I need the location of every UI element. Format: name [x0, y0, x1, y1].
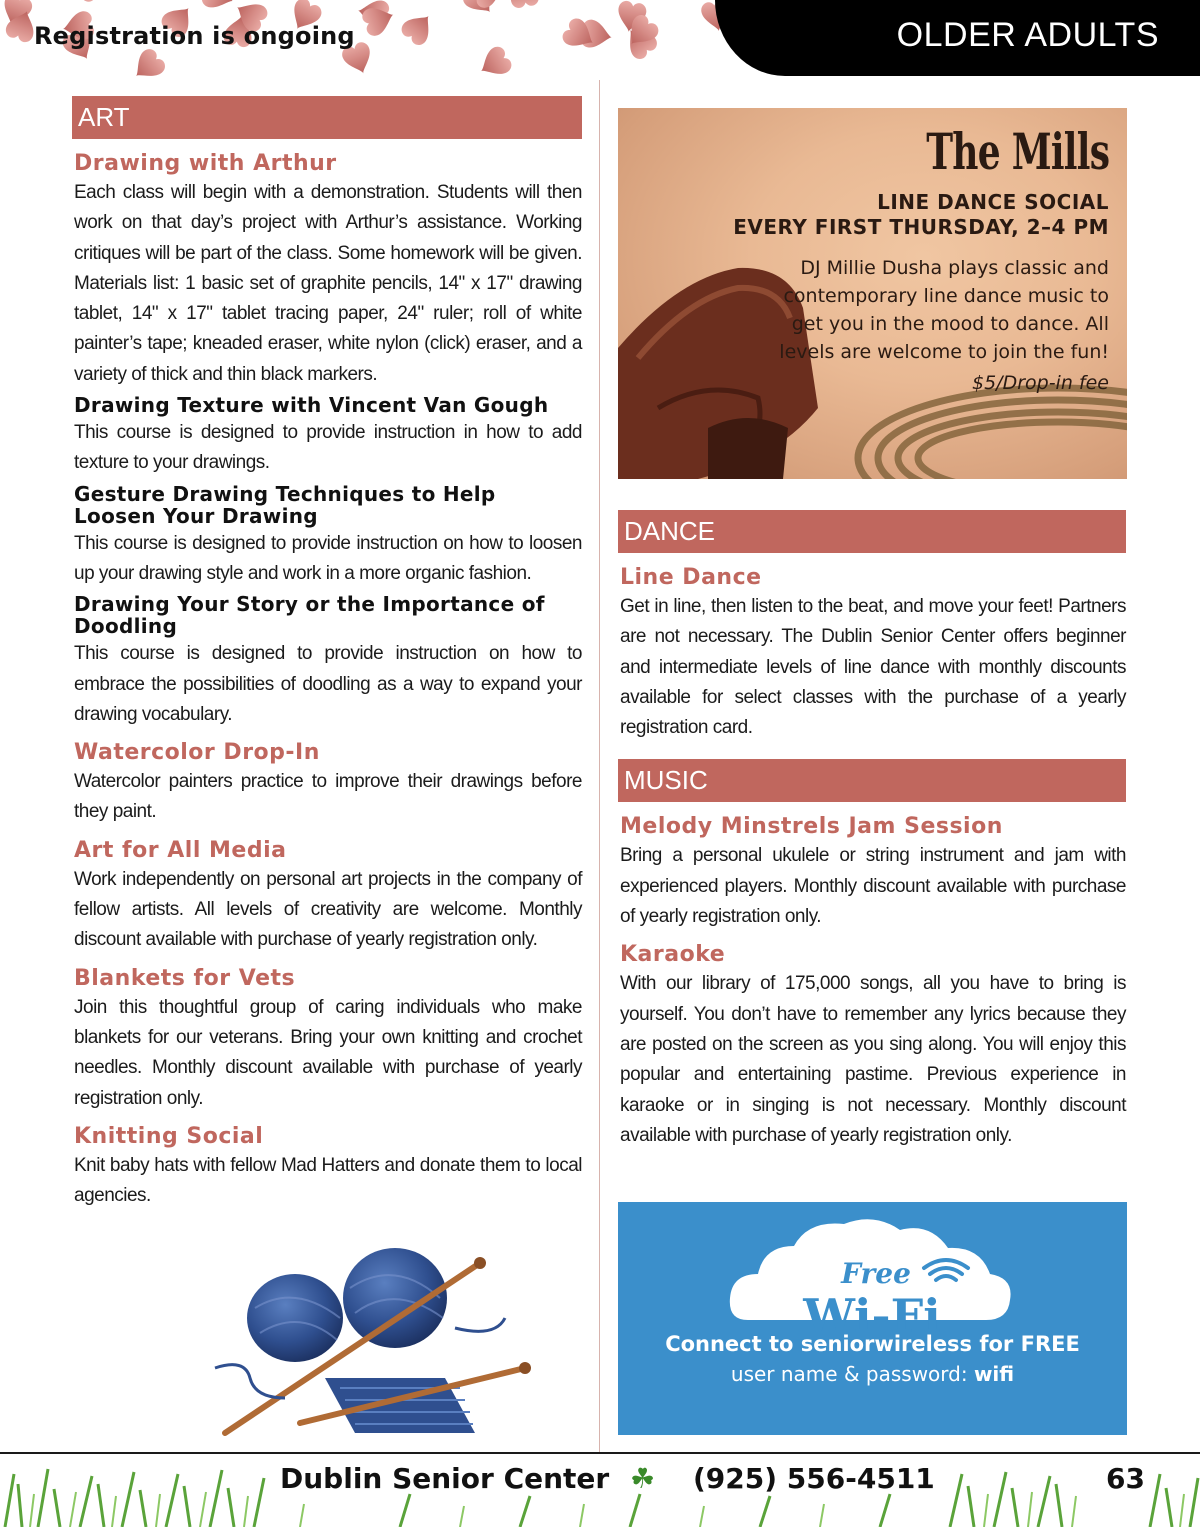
course-description: Watercolor painters practice to improve their drawings before they paint.	[74, 771, 582, 823]
center-name: Dublin Senior Center	[280, 1462, 610, 1495]
cloud-icon	[618, 1202, 1127, 1332]
course-description: This course is designed to provide instruction on how to loosen up your drawing style and work in a more organic fashion.	[74, 532, 582, 584]
course-title: Drawing Texture with Vincent Van Gough	[74, 393, 549, 418]
section-tab-label: OLDER ADULTS	[896, 16, 1159, 54]
course-title: Drawing Your Story or the Importance of Doodling	[74, 592, 545, 639]
dance-music-column	[618, 510, 1126, 1161]
course-title: Drawing with Arthur	[74, 151, 337, 176]
section-tab	[715, 0, 1200, 76]
course-description: Work independently on personal art projects in the company of fellow artists. All levels of creativity are welcome. Monthly discount available with purchase of yearly registration only.	[74, 868, 582, 951]
column-divider	[599, 80, 600, 1452]
wifi-password: wifi	[973, 1362, 1015, 1386]
course-title: Karaoke	[620, 942, 726, 968]
course-title: Melody Minstrels Jam Session	[620, 814, 1003, 840]
wifi-title-text: Wi-Fi	[803, 1289, 941, 1332]
course-description: This course is designed to provide instruction in how to add texture to your drawings.	[74, 422, 582, 474]
course-title: Gesture Drawing Techniques to Help Loosen Your Drawing	[74, 481, 496, 528]
course-description: Knit baby hats with fellow Mad Hatters and donate them to local agencies.	[74, 1154, 582, 1207]
page-header	[0, 0, 1200, 78]
ad-subtitle	[733, 190, 1109, 240]
wifi-credentials	[618, 1362, 1127, 1386]
registration-notice: Registration is ongoing	[34, 22, 355, 50]
course-title: Watercolor Drop-In	[74, 740, 320, 766]
art-heading: ART	[72, 96, 582, 139]
art-column	[72, 96, 582, 1221]
course-description: This course is designed to provide instruction on how to embrace the possibilities of doodling as a way to expand your drawing vocabulary.	[74, 643, 582, 725]
course-title: Line Dance	[620, 565, 762, 590]
wifi-connect-text: Connect to seniorwireless for FREE	[665, 1332, 1080, 1356]
phone-number: (925) 556-4511	[693, 1462, 935, 1495]
course-description: Get in line, then listen to the beat, and move your feet! Partners are not necessary. The Dublin Senior Center offers beginner and intermediate levels of line dance with monthly discounts available for select classes with the purchase of a yearly registration card.	[620, 596, 1126, 739]
wifi-credentials-label: user name & password:	[730, 1362, 968, 1386]
course-title: Blankets for Vets	[74, 965, 296, 991]
line-dance-social-ad	[618, 108, 1127, 479]
page-footer	[0, 1454, 1200, 1527]
yarn-ball-image	[205, 1228, 535, 1444]
course-description: Each class will begin with a demonstration. Students will then work on that day’s project with Arthur’s assistance. Working critiques will be part of the class. Some homework will be given. Materials list: 1 basic set of graphite pencils, 14" x 17" drawing tablet, 14" x 17" tablet tracing paper, 24" ruler; roll of white painter’s tape; kneaded eraser, white nylon (click) eraser, and a variety of thick and thin black markers.	[74, 182, 582, 385]
page-number: 63	[1106, 1462, 1145, 1495]
course-description: Join this thoughtful group of caring individuals who make blankets for our veterans. Bring your own knitting and crochet needles. Monthly discount available with purchase of yearly registration only.	[74, 996, 582, 1109]
course-description: Bring a personal ukulele or string instrument and jam with experienced players. Monthly discount available with purchase of yearly registration only.	[620, 845, 1126, 928]
ad-subtitle-line: LINE DANCE SOCIAL	[877, 190, 1109, 214]
ad-fee: $5/Drop-in fee	[972, 372, 1109, 394]
course-description: With our library of 175,000 songs, all you have to bring is yourself. You don’t have to remember any lyrics because they are posted on the screen as you sing along. You will enjoy this popular and entertaining pastime. Previous experience in karaoke or in singing is not necessary. Monthly discount available with purchase of yearly registration only.	[620, 973, 1126, 1146]
dance-heading: DANCE	[618, 510, 1126, 553]
shamrock-icon: ☘	[630, 1462, 656, 1495]
wifi-free-text: Free	[841, 1257, 911, 1290]
course-title: Knitting Social	[74, 1123, 264, 1149]
ad-subtitle-line: EVERY FIRST THURSDAY, 2–4 PM	[733, 215, 1109, 239]
free-wifi-banner	[618, 1202, 1127, 1435]
ad-body: DJ Millie Dusha plays classic and contemporary line dance music to get you in the mood to dance. All levels are welcome to join the fun!	[779, 257, 1109, 363]
music-heading: MUSIC	[618, 759, 1126, 802]
course-title: Art for All Media	[74, 837, 287, 863]
ad-title: The Mills	[925, 122, 1109, 181]
